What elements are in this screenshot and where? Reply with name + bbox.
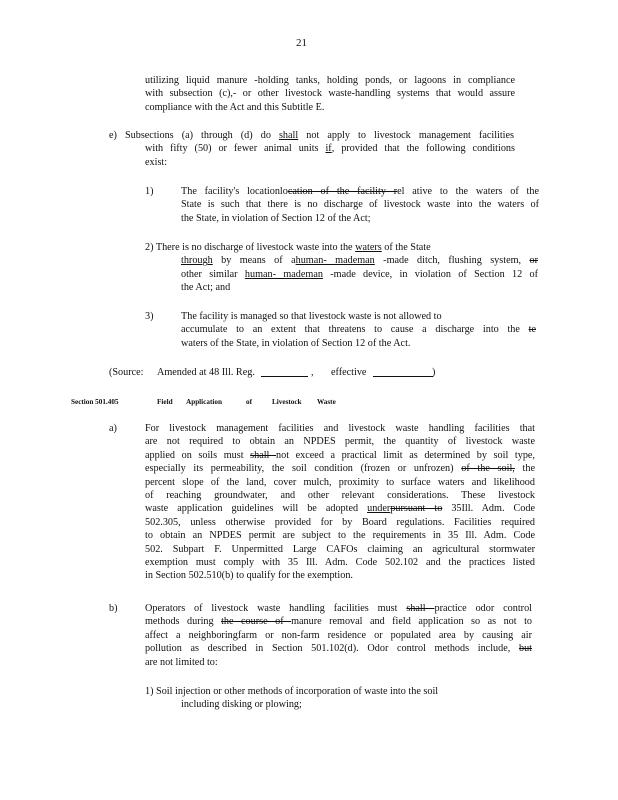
text-line: For livestock management facilities and livestock waste handling facilities that (145, 423, 535, 434)
text-line: waters of the State, in violation of Section 12 of the Act. (181, 337, 411, 349)
text-line: affect a neighboringfarm or non-farm residence or populated area by causing air (145, 629, 532, 641)
subsection-a (145, 422, 535, 583)
subsection-b-label: b) (109, 603, 118, 614)
text-line: in Section 502.510(b) to qualify for the exemption. (145, 570, 353, 582)
item-1 (181, 185, 539, 225)
inserted-text: shall (278, 130, 299, 141)
text-line: of reaching groundwater, and other relevant considerations. These livestock (145, 490, 535, 502)
subsection-a-label: a) (109, 423, 117, 434)
page-number: 21 (296, 37, 307, 49)
inserted-text: under (367, 503, 391, 515)
deleted-text: the course of (221, 616, 292, 628)
inserted-text: human- mademan (244, 268, 323, 280)
deleted-text: pursuant to (390, 503, 443, 515)
text-line: with subsection (c),- or other livestock waste-handling systems that would assure (145, 88, 515, 100)
deleted-text: shall (250, 449, 276, 461)
text-line: methods during the course of manure removal and field application so as not to (145, 616, 532, 628)
subsection-b-item-1-cont (181, 698, 381, 711)
item-1-number: 1) (145, 186, 154, 197)
blank-line (373, 367, 433, 377)
text-line: pollution as described in Section 501.102(d). Odor control methods include, but (145, 643, 532, 655)
item-2-cont (181, 254, 538, 294)
inserted-text: through (181, 255, 213, 267)
item-2 (145, 241, 477, 254)
inserted-text: if (325, 143, 332, 155)
text-line: especially its permeability, the soil condition (frozen or unfrozen) of the soil, the (145, 463, 535, 475)
text-line: percent slope of the land, cover mulch, proximity to surface waters and likelihood (145, 476, 535, 488)
subsection-e (109, 129, 514, 142)
text-line: Operators of livestock waste handling facilities must shall practice odor control (145, 603, 532, 614)
text-line: including disking or plowing; (181, 699, 302, 711)
text-line: with fifty (50) or fewer animal units if, provided that the following conditions (145, 143, 515, 155)
item-3-number: 3) (145, 311, 154, 322)
text-line: exemption must comply with 35 Ill. Adm. Code 502.102 and the practices listed (145, 557, 535, 569)
item-3 (181, 310, 536, 350)
text-line: 1) Soil injection or other methods of incorporation of waste into the soil (145, 686, 439, 697)
text-line: are not limited to: (145, 656, 218, 668)
subsection-b (145, 602, 532, 669)
inserted-text: human- mademan (295, 255, 375, 267)
deleted-text: or (529, 255, 538, 267)
text-line: other similar human- mademan -made device, in violation of Section 12 of (181, 268, 538, 280)
text-line: the Act; and (181, 282, 231, 294)
subsection-e-cont (145, 142, 515, 169)
deleted-text: te (528, 324, 536, 336)
text-line: waste application guidelines will be adopted underpursuant to 35Ill. Adm. Code (145, 503, 536, 515)
text-line: the State, in violation of Section 12 of the Act; (181, 212, 371, 224)
blank-line (261, 367, 308, 377)
intro-paragraph (145, 74, 515, 114)
text-line: utilizing liquid manure -holding tanks, holding ponds, or lagoons in compliance (145, 75, 515, 86)
inserted-text: waters (355, 242, 382, 253)
text-line: The facility's locationlocation of the facility rel ative to the waters of the (181, 186, 539, 197)
text-line: compliance with the Act and this Subtitle E. (145, 101, 325, 113)
text-line: through by means of ahuman- mademan -made ditch, flushing system, or (181, 255, 538, 267)
text-line: accumulate to an extent that threatens to cause a discharge into the te (181, 324, 536, 336)
source-note: (Source: Amended at 48 Ill. Reg. , effective ) (109, 367, 436, 378)
text-line: are not required to obtain an NPDES permit, the quantity of livestock waste (145, 436, 535, 448)
document-page: 21 utilizing liquid manure -holding tanks, holding ponds, or lagoons in compliance with subsection (c),- or other livestock waste-handling systems that would assure compliance with the Act and this Subtitle E. e) Subsections (a) through (d) do shall not apply to livestock management facilities with fifty (50) or fewer animal units if, provided that the following conditions exist: 1) The facility's locationlocation of the facility rel ative to the waters of the State is such that there is no discharge of livestock waste into the waters of the State, in violation of Section 12 of the Act; 2) There is no discharge of livestock waste into the waters of the State through by means of ahuman- mademan -made ditch, flushing system, or other similar human- mademan -made device, in violation of Section 12 of the Act; and 3) The facility is managed so that livestock waste is not allowed to accumulate to an extent that threatens to cause a discharge into the te waters of the State, in violation of Section 12 of the Act. (Source: Amended at 48 Ill. Reg. , effective ) Section 501.405 Field Application of Livestock Waste a) For livestock management facilities and livestock waste handling facilities that are not required to obtain an NPDES permit, the quantity of livestock waste applied on soils must shall not exceed a practical limit as determined by soil type, especially its permeability, the soil condition (frozen or unfrozen) of the soil, the percent slope of the land, cover mulch, proximity to surface waters and likelihood of reaching groundwater, and other relevant considerations. These livestock waste application guidelines will be adopted underpursuant to 35Ill. Adm. Code 502.305, unless otherwise provided for by Board regulations. Facilities required to obtain an NPDES permit are subject to the requirements in 35 Ill. Adm. Code 502. Subpart F. Unpermitted Large CAFOs claiming an agricultural stormwater exemption must comply with 35 Ill. Adm. Code 502.102 and the practices listed in Section 502.510(b) to qualify for the exemption. b) Operators of livestock waste handling facilities must shall practice odor control methods during the course of manure removal and field application so as not to affect a neighboringfarm or non-farm residence or populated area by causing air pollution as described in Section 501.102(d). Odor control methods include, but are not limited to: 1) Soil injection or other methods of incorporation of waste into the soil including disking or plowing; (71, 37, 539, 711)
deleted-text: of the soil, (461, 463, 515, 475)
subsection-b-item-1 (145, 685, 493, 698)
text-line: 502. Subpart F. Unpermitted Large CAFOs claiming an agricultural stormwater (145, 543, 535, 555)
text-line: exist: (145, 156, 168, 168)
text-line: e) Subsections (a) through (d) do shall not apply to livestock management facilities (109, 130, 515, 141)
text-line: applied on soils must shall not exceed a practical limit as determined by soil type, (145, 449, 535, 461)
deleted-text: shall (406, 603, 435, 614)
deleted-text: but (518, 643, 532, 655)
text-line: to obtain an NPDES permit are subject to the requirements in 35 Ill. Adm. Code (145, 530, 535, 542)
text-line: State is such that there is no discharge of livestock waste into the waters of (181, 199, 539, 211)
text-line: 2) There is no discharge of livestock waste into the waters of the State (145, 242, 431, 253)
deleted-text: cation of the facility r (287, 186, 398, 197)
text-line: 502.305, unless otherwise provided for by Board regulations. Facilities required (145, 516, 535, 528)
text-line: The facility is managed so that livestock waste is not allowed to (181, 311, 442, 322)
